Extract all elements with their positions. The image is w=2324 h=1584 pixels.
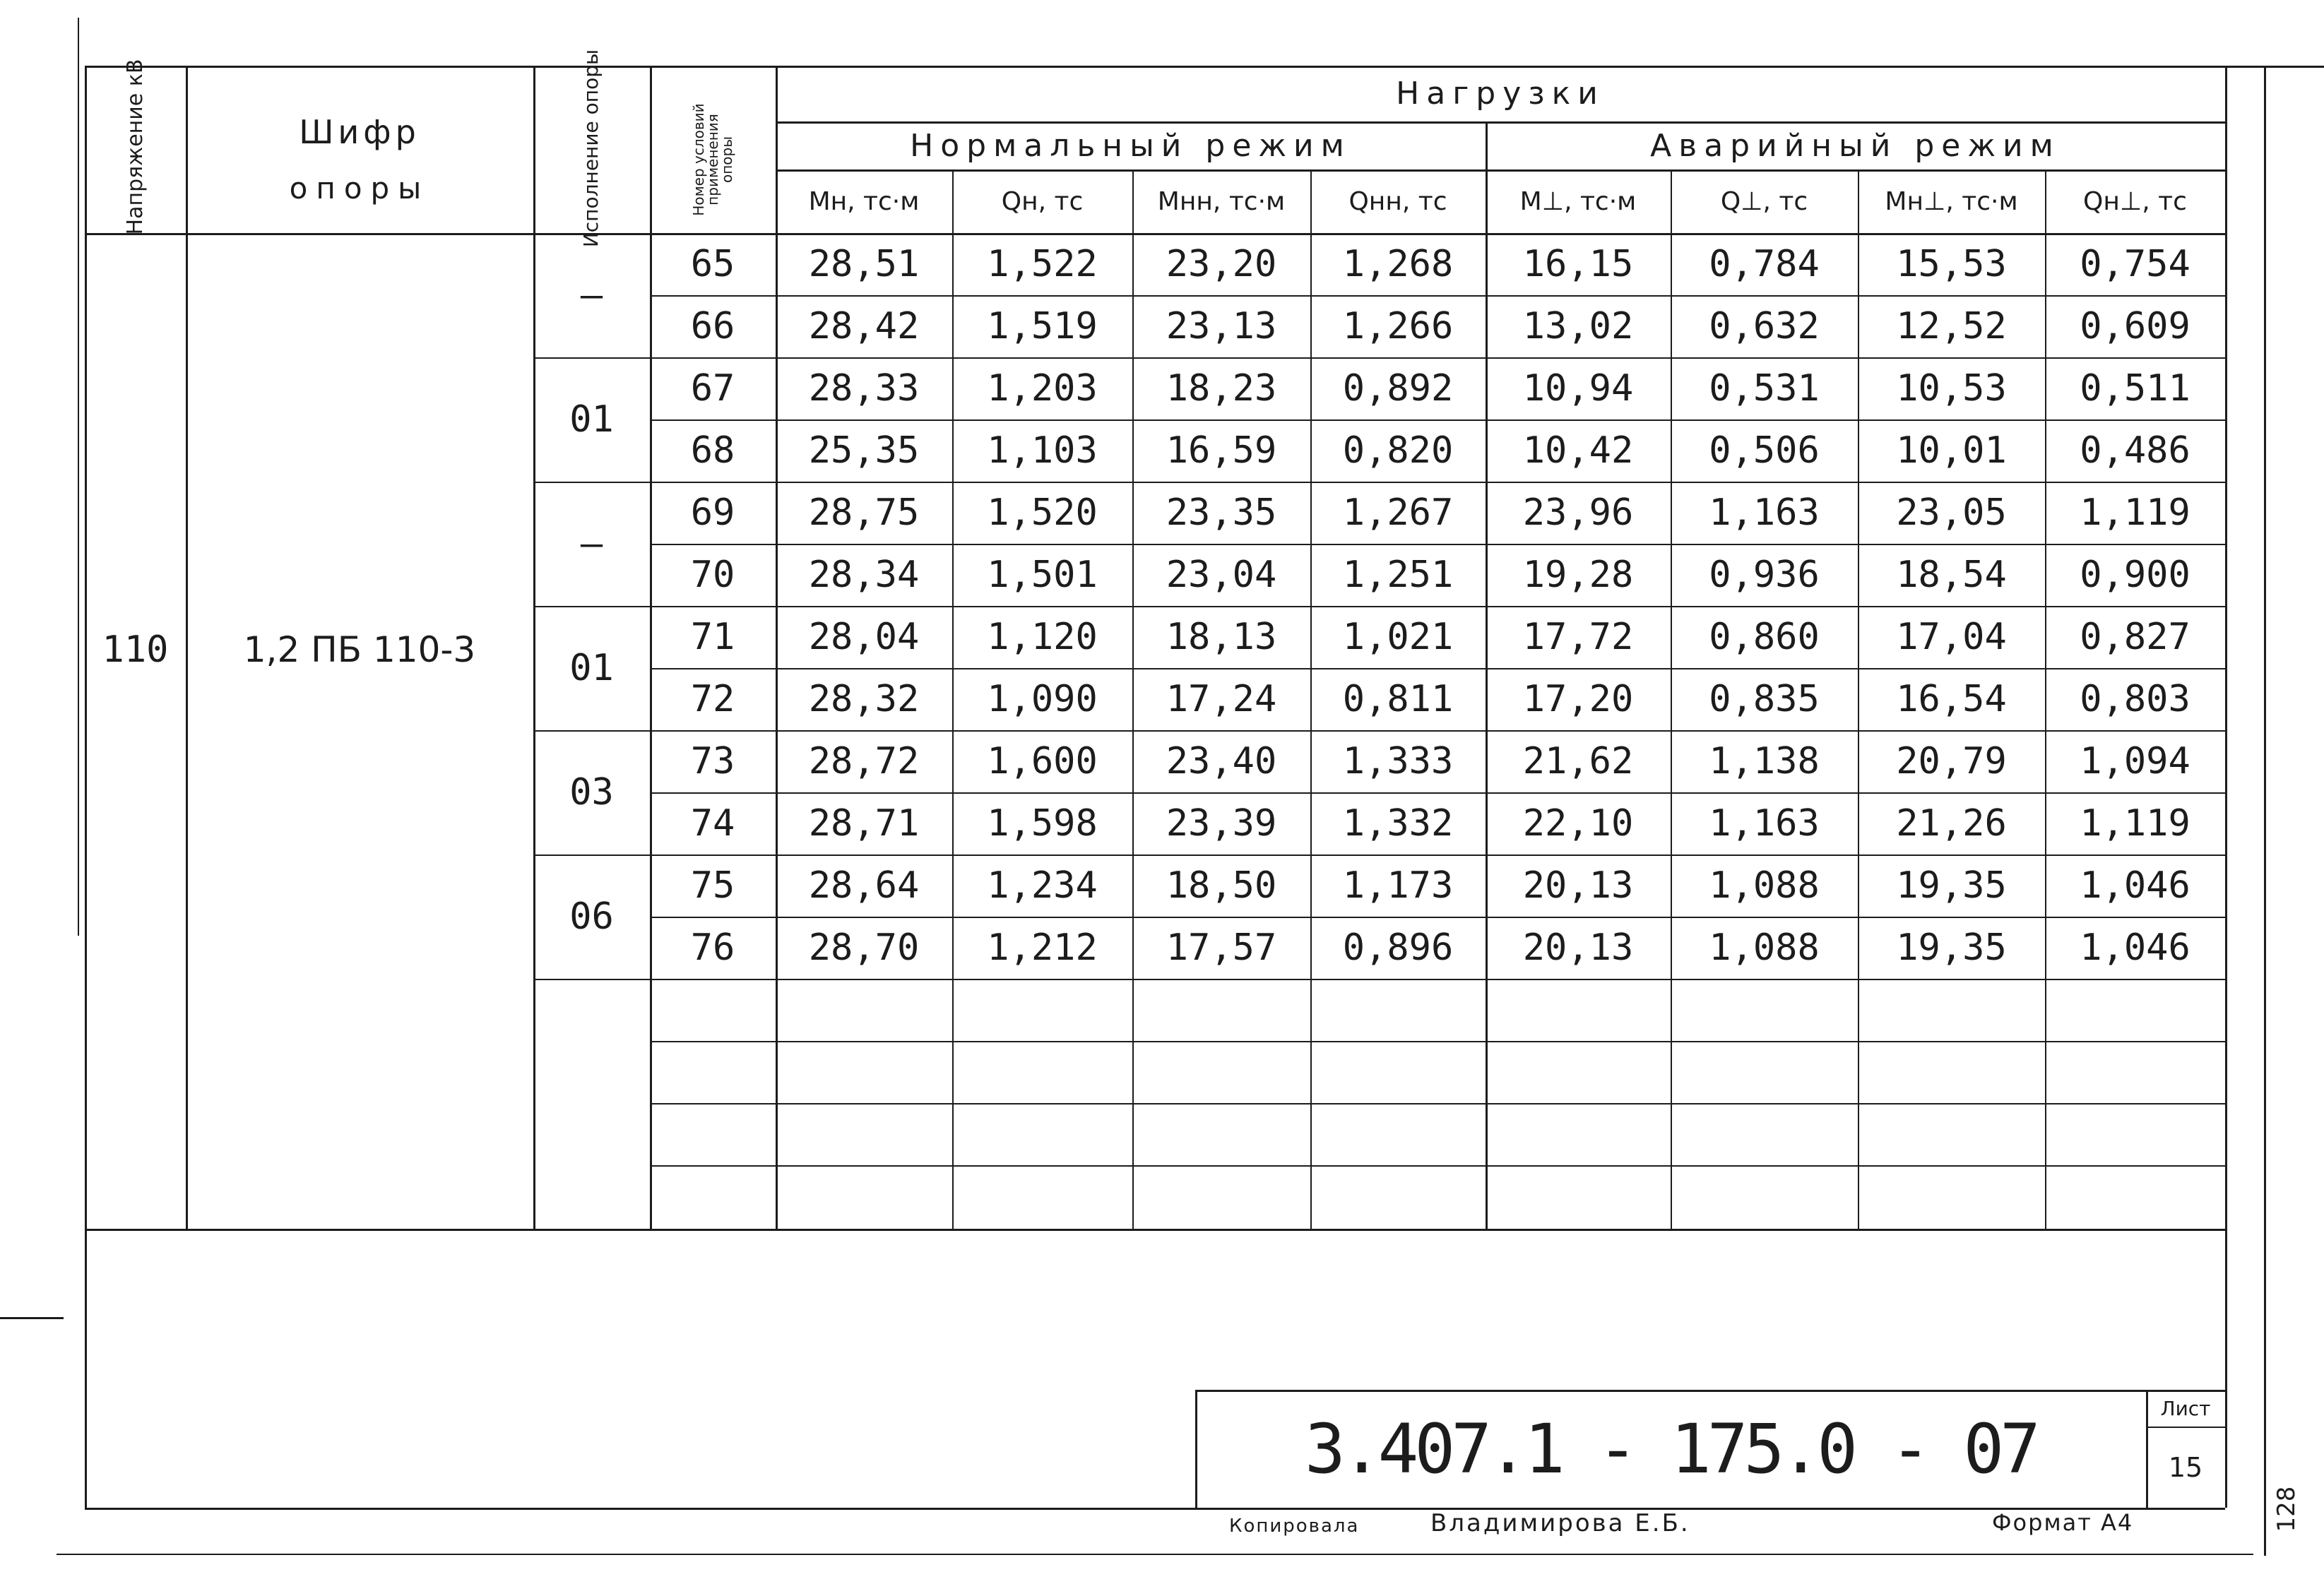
voltage-header: Напряжение кВ: [123, 59, 148, 235]
load-value: 19,28: [1522, 554, 1634, 596]
load-value: 1,119: [2080, 802, 2190, 845]
row-number: 68: [690, 429, 735, 472]
normal-mode-header: Нормальный режим: [910, 127, 1351, 164]
load-value: 1,234: [987, 864, 1098, 907]
load-value: 23,40: [1166, 740, 1277, 782]
load-value: 1,163: [1709, 492, 1820, 534]
row-number: 71: [690, 616, 735, 658]
load-value: 16,59: [1166, 429, 1277, 472]
load-value: 23,96: [1522, 492, 1634, 534]
row-number: 66: [690, 305, 735, 347]
load-value: 19,35: [1896, 927, 2007, 969]
load-value: 1,088: [1709, 927, 1820, 969]
load-value: 0,531: [1709, 367, 1820, 410]
load-value: 21,62: [1522, 740, 1634, 782]
load-value: 1,173: [1342, 864, 1454, 907]
sub-header: Qн⊥, тс: [2083, 186, 2187, 216]
load-value: 1,519: [987, 305, 1098, 347]
execution-header: Исполнение опоры: [579, 49, 603, 248]
load-value: 0,632: [1709, 305, 1820, 347]
load-value: 1,094: [2080, 740, 2190, 782]
row-number: 72: [690, 678, 735, 720]
execution-value: 01: [569, 398, 614, 441]
load-value: 0,486: [2080, 429, 2190, 472]
load-value: 10,42: [1522, 429, 1634, 472]
load-value: 1,266: [1342, 305, 1454, 347]
load-value: 0,511: [2080, 367, 2190, 410]
load-value: 28,33: [808, 367, 920, 410]
load-value: 25,35: [808, 429, 920, 472]
load-value: 0,811: [1342, 678, 1454, 720]
load-value: 0,892: [1342, 367, 1454, 410]
cipher-header: [186, 106, 533, 212]
load-value: 1,267: [1342, 492, 1454, 534]
load-value: 0,900: [2080, 554, 2190, 596]
load-value: 28,42: [808, 305, 920, 347]
load-value: 23,20: [1166, 243, 1277, 285]
sub-header: Mн, тс·м: [808, 186, 920, 216]
sub-header: M⊥, тс·м: [1519, 186, 1637, 216]
load-value: 20,13: [1522, 927, 1634, 969]
execution-value: —: [580, 523, 603, 565]
load-value: 0,936: [1709, 554, 1820, 596]
sheet-number: 15: [2168, 1451, 2203, 1483]
row-number: 69: [690, 492, 735, 534]
load-value: 17,72: [1522, 616, 1634, 658]
format-label: Формат А4: [1992, 1509, 2134, 1536]
load-value: 18,13: [1166, 616, 1277, 658]
load-value: 23,05: [1896, 492, 2007, 534]
execution-value: —: [580, 274, 603, 316]
load-value: 0,506: [1709, 429, 1820, 472]
load-value: 13,02: [1522, 305, 1634, 347]
execution-value: 06: [569, 895, 614, 938]
document-code: 3.407.1 - 175.0 - 07: [1305, 1409, 2037, 1489]
load-value: 1,088: [1709, 864, 1820, 907]
load-value: 1,120: [987, 616, 1098, 658]
voltage-value: 110: [102, 629, 169, 671]
sub-header: Q⊥, тс: [1720, 186, 1808, 216]
load-value: 23,35: [1166, 492, 1277, 534]
load-value: 28,04: [808, 616, 920, 658]
row-number: 75: [690, 864, 735, 907]
load-value: 17,24: [1166, 678, 1277, 720]
copied-name: Владимирова Е.Б.: [1430, 1509, 1690, 1537]
load-value: 1,138: [1709, 740, 1820, 782]
load-value: 18,54: [1896, 554, 2007, 596]
row-number: 70: [690, 554, 735, 596]
cipher-header-line2: опоры: [289, 170, 430, 206]
load-value: 10,01: [1896, 429, 2007, 472]
load-value: 17,57: [1166, 927, 1277, 969]
load-value: 1,268: [1342, 243, 1454, 285]
load-value: 0,820: [1342, 429, 1454, 472]
load-value: 1,251: [1342, 554, 1454, 596]
cipher-header-line1: Шифр: [299, 112, 420, 151]
load-value: 16,54: [1896, 678, 2007, 720]
sub-header: Mн⊥, тс·м: [1885, 186, 2018, 216]
load-value: 22,10: [1522, 802, 1634, 845]
load-value: 0,609: [2080, 305, 2190, 347]
row-number: 76: [690, 927, 735, 969]
load-value: 0,860: [1709, 616, 1820, 658]
load-value: 28,64: [808, 864, 920, 907]
load-value: 28,75: [808, 492, 920, 534]
load-value: 20,79: [1896, 740, 2007, 782]
load-value: 19,35: [1896, 864, 2007, 907]
load-value: 0,754: [2080, 243, 2190, 285]
loads-title: Нагрузки: [1396, 76, 1605, 112]
load-value: 0,827: [2080, 616, 2190, 658]
load-value: 1,522: [987, 243, 1098, 285]
load-value: 10,94: [1522, 367, 1634, 410]
load-value: 1,332: [1342, 802, 1454, 845]
load-value: 1,090: [987, 678, 1098, 720]
load-value: 18,50: [1166, 864, 1277, 907]
cipher-value: 1,2 ПБ 110-3: [243, 629, 476, 670]
load-value: 20,13: [1522, 864, 1634, 907]
load-value: 0,835: [1709, 678, 1820, 720]
load-value: 1,333: [1342, 740, 1454, 782]
execution-value: 03: [569, 771, 614, 814]
load-value: 12,52: [1896, 305, 2007, 347]
row-number: 74: [690, 802, 735, 845]
execution-value: 01: [569, 647, 614, 689]
number-header: Номер условий применения опоры: [690, 103, 735, 216]
load-value: 1,163: [1709, 802, 1820, 845]
load-value: 1,520: [987, 492, 1098, 534]
emergency-mode-header: Аварийный режим: [1650, 127, 2061, 164]
load-value: 28,51: [808, 243, 920, 285]
load-value: 1,046: [2080, 927, 2190, 969]
load-value: 1,046: [2080, 864, 2190, 907]
load-value: 1,119: [2080, 492, 2190, 534]
load-value: 23,39: [1166, 802, 1277, 845]
load-value: 15,53: [1896, 243, 2007, 285]
load-value: 0,784: [1709, 243, 1820, 285]
row-number: 67: [690, 367, 735, 410]
row-number: 65: [690, 243, 735, 285]
load-value: 1,103: [987, 429, 1098, 472]
sub-header: Qн, тс: [1001, 186, 1084, 216]
load-value: 1,212: [987, 927, 1098, 969]
load-value: 23,04: [1166, 554, 1277, 596]
sub-header: Qнн, тс: [1348, 186, 1447, 216]
load-value: 0,896: [1342, 927, 1454, 969]
load-value: 28,70: [808, 927, 920, 969]
copied-label: Копировала: [1229, 1515, 1360, 1537]
load-value: 18,23: [1166, 367, 1277, 410]
load-value: 1,203: [987, 367, 1098, 410]
load-value: 28,72: [808, 740, 920, 782]
sheet-label: Лист: [2160, 1396, 2211, 1420]
side-number: 128: [2272, 1486, 2301, 1532]
load-value: 23,13: [1166, 305, 1277, 347]
load-value: 21,26: [1896, 802, 2007, 845]
load-value: 17,20: [1522, 678, 1634, 720]
sub-header: Mнн, тс·м: [1157, 186, 1286, 216]
load-value: 28,71: [808, 802, 920, 845]
load-value: 1,600: [987, 740, 1098, 782]
load-value: 1,501: [987, 554, 1098, 596]
load-value: 28,34: [808, 554, 920, 596]
load-value: 28,32: [808, 678, 920, 720]
load-value: 16,15: [1522, 243, 1634, 285]
row-number: 73: [690, 740, 735, 782]
load-value: 1,598: [987, 802, 1098, 845]
load-value: 10,53: [1896, 367, 2007, 410]
load-value: 1,021: [1342, 616, 1454, 658]
load-value: 0,803: [2080, 678, 2190, 720]
load-value: 17,04: [1896, 616, 2007, 658]
